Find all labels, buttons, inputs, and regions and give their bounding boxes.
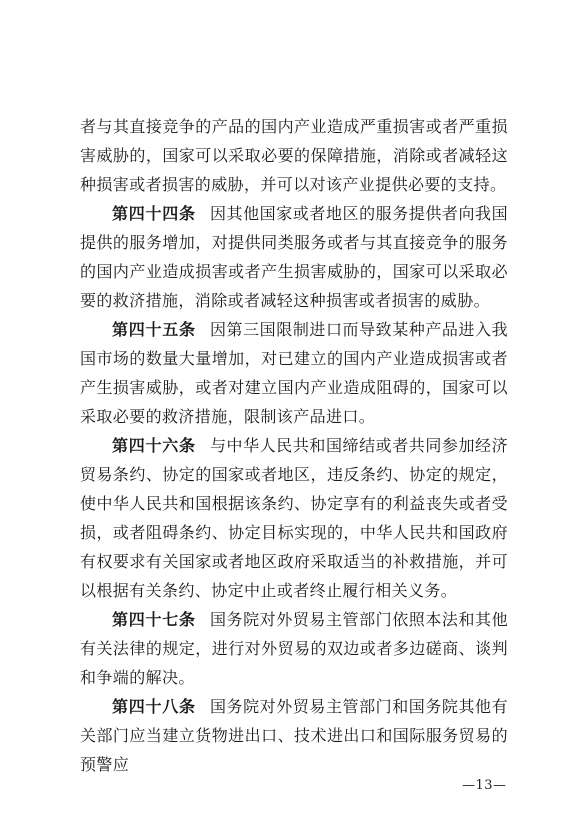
article-48 [80, 692, 508, 779]
article-text: 与中华人民共和国缔结或者共同参加经济贸易条约、协定的国家或者地区，违反条约、协定的规定，使中华人民共和国根据该条约、协定享有的利益丧失或者受损，或者阻碍条约、协定目标实现的，中华人民共和国政府有权要求有关国家或者地区政府采取适当的补救措施，并可以根据有关条约、协定中止或者终止履行相关义务。 [80, 436, 508, 600]
article-46 [80, 431, 508, 605]
article-45 [80, 315, 508, 431]
article-title: 第四十四条 [112, 204, 196, 223]
intro-text: 者与其直接竞争的产品的国内产业造成严重损害或者严重损害威胁的，国家可以采取必要的保障措施，消除或者减轻这种损害或者损害的威胁，并可以对该产业提供必要的支持。 [80, 117, 508, 194]
article-title: 第四十七条 [112, 610, 196, 629]
article-text: 国务院对外贸易主管部门依照本法和其他有关法律的规定，进行对外贸易的双边或者多边磋商、谈判和争端的解决。 [80, 610, 508, 687]
article-47 [80, 605, 508, 692]
article-title: 第四十八条 [112, 697, 196, 716]
article-text: 国务院对外贸易主管部门和国务院其他有关部门应当建立货物进出口、技术进出口和国际服务贸易的预警应 [80, 697, 508, 774]
intro-paragraph [80, 112, 508, 199]
page-number: —13— [462, 778, 507, 793]
article-text: 因其他国家或者地区的服务提供者向我国提供的服务增加，对提供同类服务或者与其直接竞争的服务的国内产业造成损害或者产生损害威胁的，国家可以采取必要的救济措施，消除或者减轻这种损害或者损害的威胁。 [80, 204, 508, 310]
body-text [80, 112, 508, 779]
article-title: 第四十五条 [112, 320, 196, 339]
article-text: 因第三国限制进口而导致某种产品进入我国市场的数量大量增加，对已建立的国内产业造成损害或者产生损害威胁，或者对建立国内产业造成阻碍的，国家可以采取必要的救济措施，限制该产品进口。 [80, 320, 508, 426]
article-44 [80, 199, 508, 315]
article-title: 第四十六条 [112, 436, 196, 455]
